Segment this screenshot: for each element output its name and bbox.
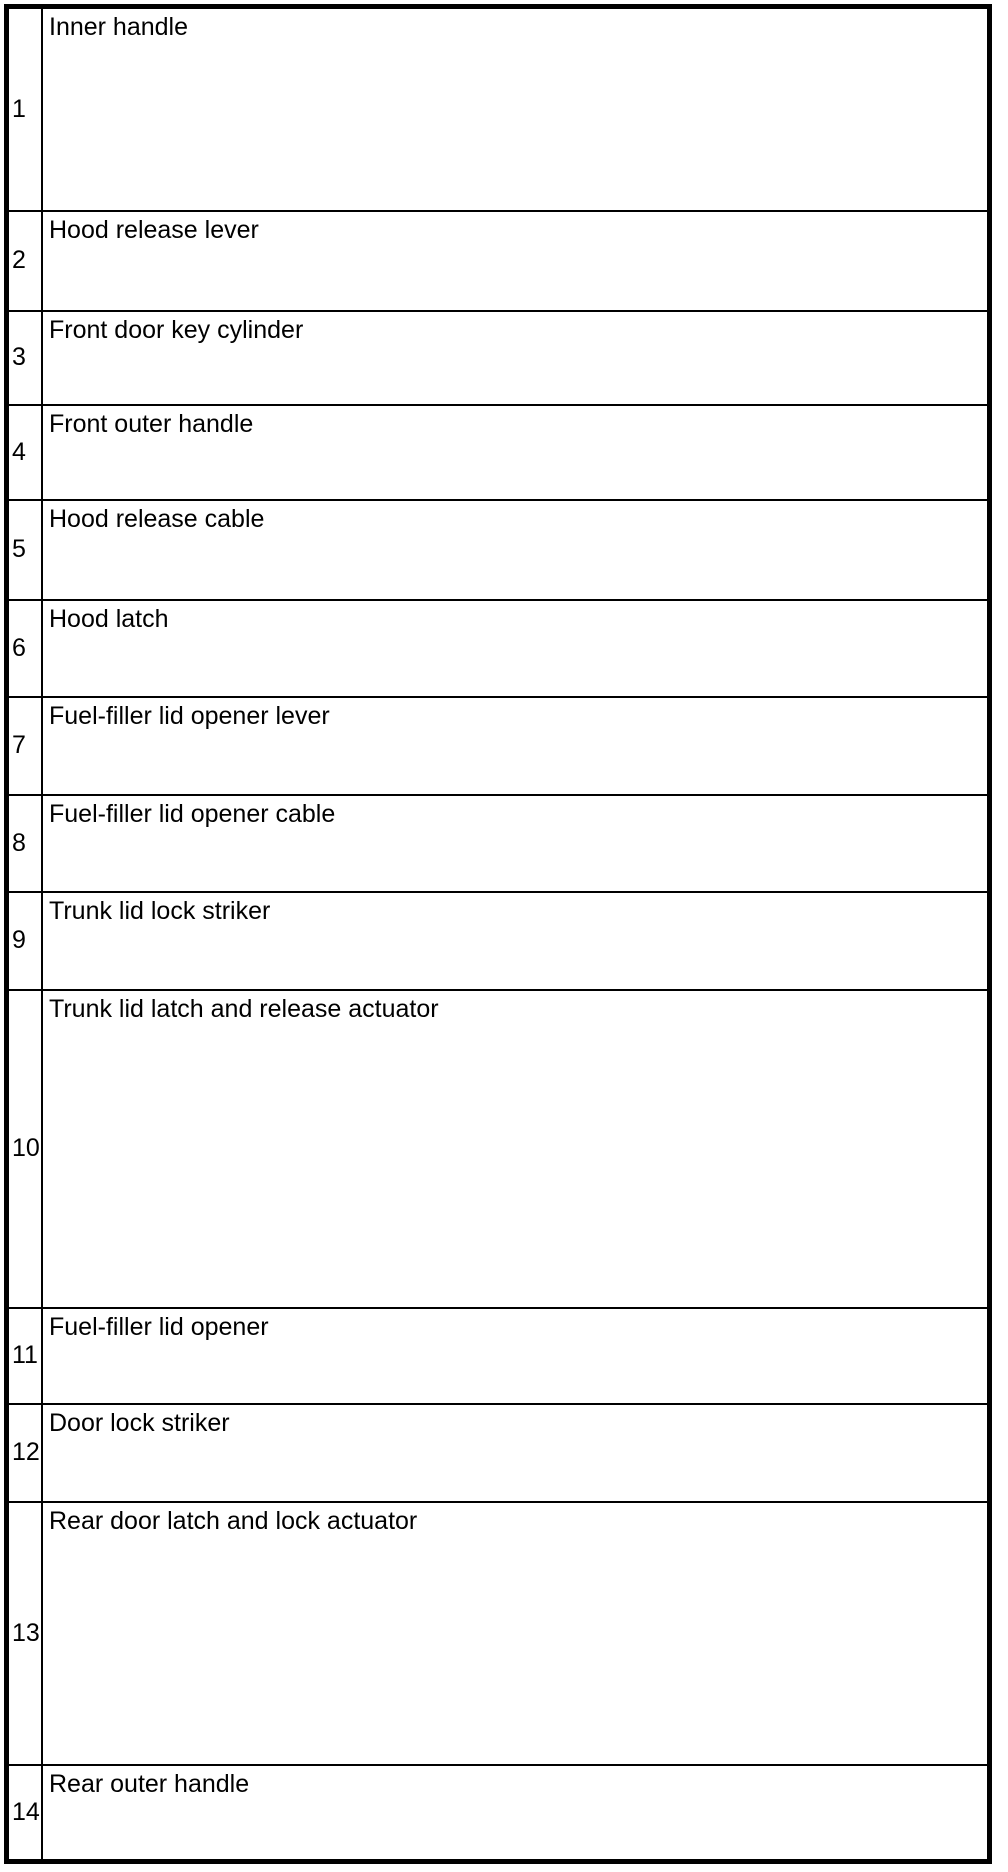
part-name: Hood latch	[49, 605, 169, 633]
table-row	[9, 212, 987, 312]
table-row	[9, 991, 987, 1309]
part-name: Fuel-filler lid opener	[49, 1313, 269, 1341]
part-name: Fuel-filler lid opener cable	[49, 800, 336, 828]
table-row	[9, 501, 987, 601]
row-number-cell	[9, 698, 43, 794]
part-name-cell	[43, 1405, 987, 1501]
part-name-cell	[43, 893, 987, 989]
part-name: Rear door latch and lock actuator	[49, 1507, 418, 1535]
row-number: 14	[12, 1797, 40, 1826]
row-number-cell	[9, 796, 43, 891]
part-name-cell	[43, 9, 987, 210]
table-row	[9, 698, 987, 796]
row-number: 13	[12, 1618, 40, 1647]
row-number: 11	[12, 1341, 38, 1370]
part-name: Inner handle	[49, 13, 189, 41]
table-row	[9, 1766, 987, 1859]
part-name-cell	[43, 312, 987, 404]
table-row	[9, 312, 987, 406]
table-row	[9, 1309, 987, 1405]
row-number-cell	[9, 601, 43, 696]
row-number: 8	[12, 828, 26, 857]
part-name-cell	[43, 601, 987, 696]
part-name: Hood release cable	[49, 505, 265, 533]
part-name-cell	[43, 991, 987, 1307]
row-number-cell	[9, 501, 43, 599]
part-name-cell	[43, 501, 987, 599]
row-number-cell	[9, 893, 43, 989]
row-number-cell	[9, 1503, 43, 1764]
row-number: 7	[12, 731, 26, 760]
row-number: 6	[12, 633, 26, 662]
parts-table	[4, 4, 992, 1864]
table-row	[9, 9, 987, 212]
table-row	[9, 406, 987, 501]
row-number-cell	[9, 1766, 43, 1859]
part-name: Hood release lever	[49, 216, 259, 244]
row-number-cell	[9, 406, 43, 499]
row-number: 2	[12, 246, 26, 275]
table-row	[9, 893, 987, 991]
part-name-cell	[43, 1766, 987, 1859]
table-row	[9, 1405, 987, 1503]
row-number-cell	[9, 1309, 43, 1403]
part-name: Front outer handle	[49, 410, 254, 438]
row-number: 10	[12, 1134, 40, 1163]
table-row	[9, 796, 987, 893]
part-name: Trunk lid lock striker	[49, 897, 271, 925]
row-number: 3	[12, 343, 26, 372]
row-number-cell	[9, 1405, 43, 1501]
part-name-cell	[43, 406, 987, 499]
part-name: Front door key cylinder	[49, 316, 304, 344]
table-row	[9, 1503, 987, 1766]
row-number: 1	[12, 94, 26, 123]
row-number-cell	[9, 991, 43, 1307]
part-name-cell	[43, 1503, 987, 1764]
part-name-cell	[43, 212, 987, 310]
row-number-cell	[9, 9, 43, 210]
part-name: Rear outer handle	[49, 1770, 250, 1798]
part-name: Fuel-filler lid opener lever	[49, 702, 330, 730]
row-number: 12	[12, 1438, 40, 1467]
row-number-cell	[9, 212, 43, 310]
row-number: 9	[12, 926, 26, 955]
part-name: Trunk lid latch and release actuator	[49, 995, 439, 1023]
table-row	[9, 601, 987, 698]
part-name: Door lock striker	[49, 1409, 230, 1437]
row-number: 5	[12, 535, 26, 564]
part-name-cell	[43, 1309, 987, 1403]
part-name-cell	[43, 796, 987, 891]
row-number-cell	[9, 312, 43, 404]
row-number: 4	[12, 437, 26, 466]
part-name-cell	[43, 698, 987, 794]
